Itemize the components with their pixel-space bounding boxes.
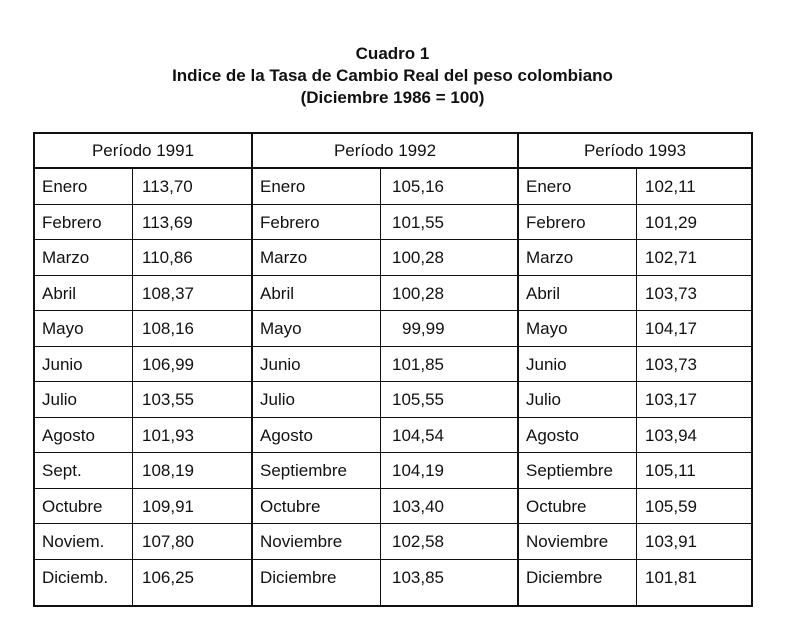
value-cell: 102,11 — [645, 177, 696, 196]
table-row — [519, 205, 751, 241]
month-cell: Diciembre — [526, 567, 603, 587]
table-row — [519, 382, 751, 418]
table-row — [253, 418, 517, 454]
value-cell: 102,71 — [645, 248, 697, 267]
month-cell: Mayo — [260, 319, 302, 338]
column-divider — [636, 169, 637, 605]
month-cell: Julio — [526, 390, 561, 409]
value-cell: 103,91 — [645, 532, 697, 551]
value-cell: 108,37 — [142, 283, 194, 303]
table-row — [519, 560, 751, 596]
month-cell: Julio — [260, 390, 295, 409]
month-cell: Febrero — [42, 212, 102, 232]
table-row — [35, 347, 251, 383]
period-header: Período 1993 — [519, 134, 751, 169]
value-cell: 105,16 — [392, 177, 444, 196]
table-row — [35, 418, 251, 454]
month-cell: Septiembre — [260, 461, 347, 480]
table-row — [35, 382, 251, 418]
month-cell: Abril — [526, 283, 561, 303]
table-row — [35, 205, 251, 241]
value-cell: 101,93 — [142, 425, 194, 445]
value-cell: 104,19 — [392, 461, 444, 480]
value-cell: 113,69 — [142, 212, 193, 232]
table-row — [519, 311, 751, 347]
value-cell: 110,86 — [142, 248, 193, 267]
value-cell: 102,58 — [392, 532, 444, 551]
month-cell: Mayo — [42, 319, 84, 338]
month-cell: Marzo — [260, 248, 308, 267]
month-cell: Agosto — [260, 425, 313, 445]
period-rows — [519, 169, 751, 595]
month-cell: Diciemb. — [42, 567, 109, 587]
table-row — [253, 453, 517, 489]
table-row — [35, 240, 251, 276]
table-caption-base: (Diciembre 1986 = 100) — [300, 88, 485, 107]
value-cell: 100,28 — [392, 248, 444, 267]
period-1992-table — [251, 132, 519, 607]
value-cell: 108,19 — [142, 461, 194, 480]
value-cell: 108,16 — [142, 319, 194, 338]
value-cell: 101,29 — [645, 212, 697, 232]
value-cell: 103,85 — [392, 567, 444, 587]
table-row — [35, 524, 251, 560]
value-cell: 103,94 — [645, 425, 697, 445]
table-row — [519, 489, 751, 525]
month-cell: Noviembre — [260, 532, 343, 551]
month-cell: Enero — [42, 177, 88, 196]
value-cell: 105,59 — [645, 496, 697, 516]
value-cell: 105,55 — [392, 390, 444, 409]
month-cell: Mayo — [526, 319, 568, 338]
value-cell: 106,25 — [142, 567, 194, 587]
month-cell: Agosto — [42, 425, 95, 445]
table-row — [35, 453, 251, 489]
month-cell: Enero — [260, 177, 306, 196]
table-row — [253, 524, 517, 560]
table-row — [35, 169, 251, 205]
month-cell: Abril — [260, 283, 295, 303]
value-cell: 105,11 — [645, 461, 696, 480]
table-row — [35, 489, 251, 525]
month-cell: Noviembre — [526, 532, 609, 551]
month-cell: Noviem. — [42, 532, 105, 551]
table-row — [519, 453, 751, 489]
month-cell: Febrero — [260, 212, 320, 232]
value-cell: 103,73 — [645, 354, 697, 374]
month-cell: Junio — [42, 354, 83, 374]
period-1991-table — [33, 132, 253, 607]
value-cell: 101,55 — [392, 212, 444, 232]
period-rows — [253, 169, 517, 595]
month-cell: Junio — [260, 354, 301, 374]
table-row — [519, 418, 751, 454]
month-cell: Abril — [42, 283, 77, 303]
table-row — [253, 347, 517, 383]
month-cell: Agosto — [526, 425, 579, 445]
period-rows — [35, 169, 251, 595]
value-cell: 103,17 — [645, 390, 697, 409]
table-row — [35, 560, 251, 596]
table-row — [253, 276, 517, 312]
period-1993-table — [517, 132, 753, 607]
month-cell: Sept. — [42, 461, 82, 480]
table-row — [519, 524, 751, 560]
month-cell: Marzo — [526, 248, 574, 267]
month-cell: Enero — [526, 177, 572, 196]
month-cell: Octubre — [260, 496, 321, 516]
table-row — [253, 169, 517, 205]
month-cell: Diciembre — [260, 567, 337, 587]
column-divider — [380, 169, 381, 605]
value-cell: 101,81 — [645, 567, 697, 587]
period-header: Período 1991 — [35, 134, 251, 169]
column-divider — [132, 169, 133, 605]
table-row — [35, 311, 251, 347]
table-row — [519, 276, 751, 312]
table-caption-title: Cuadro 1 — [355, 44, 430, 63]
value-cell: 103,40 — [392, 496, 444, 516]
month-cell: Julio — [42, 390, 77, 409]
table-row — [35, 276, 251, 312]
value-cell: 101,85 — [392, 354, 444, 374]
table-row — [253, 240, 517, 276]
month-cell: Octubre — [42, 496, 103, 516]
value-cell: 100,28 — [392, 283, 444, 303]
table-row — [253, 311, 517, 347]
table-row — [519, 240, 751, 276]
month-cell: Marzo — [42, 248, 90, 267]
table-row — [253, 382, 517, 418]
month-cell: Octubre — [526, 496, 587, 516]
value-cell: 99,99 — [402, 319, 445, 338]
month-cell: Junio — [526, 354, 567, 374]
value-cell: 106,99 — [142, 354, 194, 374]
value-cell: 103,55 — [142, 390, 194, 409]
period-header: Período 1992 — [253, 134, 517, 169]
table-caption-subtitle: Indice de la Tasa de Cambio Real del peso colombiano — [172, 66, 613, 85]
table-row — [253, 489, 517, 525]
value-cell: 107,80 — [142, 532, 194, 551]
value-cell: 104,17 — [645, 319, 697, 338]
table-row — [253, 560, 517, 596]
value-cell: 113,70 — [142, 177, 193, 196]
table-row — [519, 347, 751, 383]
value-cell: 104,54 — [392, 425, 444, 445]
value-cell: 109,91 — [142, 496, 194, 516]
month-cell: Septiembre — [526, 461, 613, 480]
table-row — [519, 169, 751, 205]
month-cell: Febrero — [526, 212, 586, 232]
value-cell: 103,73 — [645, 283, 697, 303]
table-row — [253, 205, 517, 241]
